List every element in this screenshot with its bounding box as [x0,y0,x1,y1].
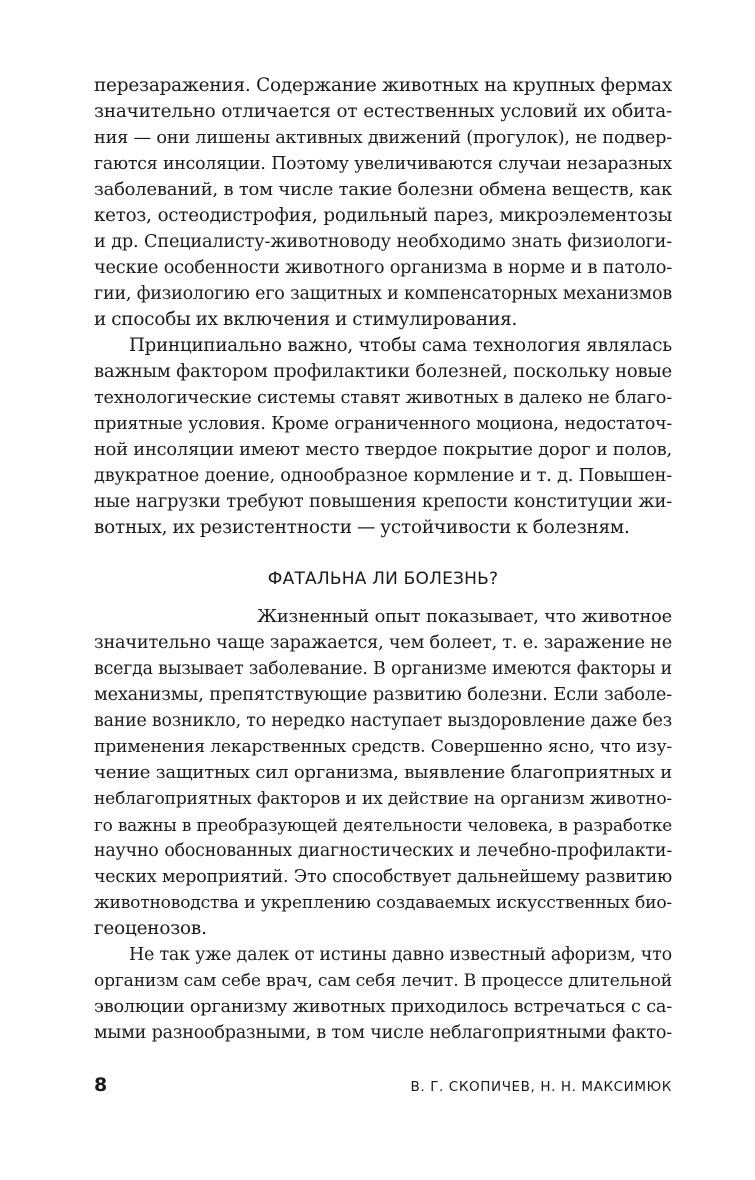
text-line: и др. Специалисту-животноводу необходимо знать физиологи- [94,232,672,252]
text-line: приятные условия. Кроме ограниченного моциона, недостаточ- [94,414,672,434]
text-line: механизмы, препятствующие развитию болезни. Если заболе- [94,685,672,705]
text-line: значительно отличается от естественных условий их обита- [94,101,672,122]
text-line: всегда вызывает заболевание. В организме имеются факторы и [94,659,672,679]
text-line: гаются инсоляции. Поэтому увеличиваются случаи незаразных [94,154,672,174]
text-line: научно обоснованных диагностических и лечебно-профилакти- [94,841,672,861]
text-line: двукратное доение, однообразное кормление и т. д. Повышен- [94,466,672,486]
page-number: 8 [94,1074,108,1096]
paragraph-4 [94,942,672,1046]
text-line: значительно чаще заражается, чем болеет, т. е. заражение не [94,633,672,653]
text-line: геоценозов. [94,918,207,939]
text-line: Принципиально важно, чтобы сама технология являлась [129,335,672,356]
text-line: и способы их включения и стимулирования. [94,309,518,330]
text-line: ния — они лишены активных движений (прогулок), не подвер- [94,128,672,148]
section-body [94,604,672,1046]
text-line: заболеваний, в том числе такие болезни обмена веществ, как [94,179,672,200]
text-line: перезаражения. Содержание животных на крупных фермах [94,75,672,96]
text-line: го важны в преобразующей деятельности человека, в разработке [94,815,672,835]
running-head-authors: В. Г. СКОПИЧЕВ, Н. Н. МАКСИМЮК [410,1079,672,1095]
text-line: Жизненный опыт показывает, что животное [257,606,672,627]
text-line: неблагоприятных факторов и их действие на организм животно- [94,789,672,809]
text-line: организм сам себе врач, сам себя лечит. В процессе длительной [94,971,672,991]
text-line: эволюции организму животных приходилось встречаться с са- [94,997,672,1017]
text-line: вотных, их резистентности — устойчивости к болезням. [94,517,630,538]
text-line: ческие особенности животного организма в норме и в патоло- [94,258,672,278]
text-line: применения лекарственных средств. Совершенно ясно, что изу- [94,737,672,757]
text-line: кетоз, остеодистрофия, родильный парез, микроэлементозы [94,205,672,226]
text-line: вание возникло, то нередко наступает выздоровление даже без [94,711,672,731]
text-line: ной инсоляции имеют место твердое покрытие дорог и полов, [94,439,672,460]
text-line: Не так уже далек от истины давно известный афоризм, что [129,945,672,965]
paragraph-2 [94,333,672,541]
paragraph-3 [94,604,672,942]
text-line: животноводства и укреплению создаваемых искусственных био- [94,893,672,913]
page-body [94,73,672,1043]
text-line: ные нагрузки требуют повышения крепости конституции жи- [94,491,672,512]
text-line: технологические системы ставят животных в далеко не благо- [94,388,672,408]
text-line: гии, физиологию его защитных и компенсаторных механизмов [94,284,672,304]
section-heading: ФАТАЛЬНА ЛИ БОЛЕЗНЬ? [267,569,499,589]
page-footer [94,1072,672,1098]
text-line: ческих мероприятий. Это способствует дальнейшему развитию [94,867,672,887]
text-line: важным фактором профилактики болезней, поскольку новые [94,361,672,382]
text-line: мыми разнообразными, в том числе неблагоприятными факто- [94,1023,672,1043]
text-line: чение защитных сил организма, выявление благоприятных и [94,762,672,783]
paragraph-1 [94,73,672,333]
